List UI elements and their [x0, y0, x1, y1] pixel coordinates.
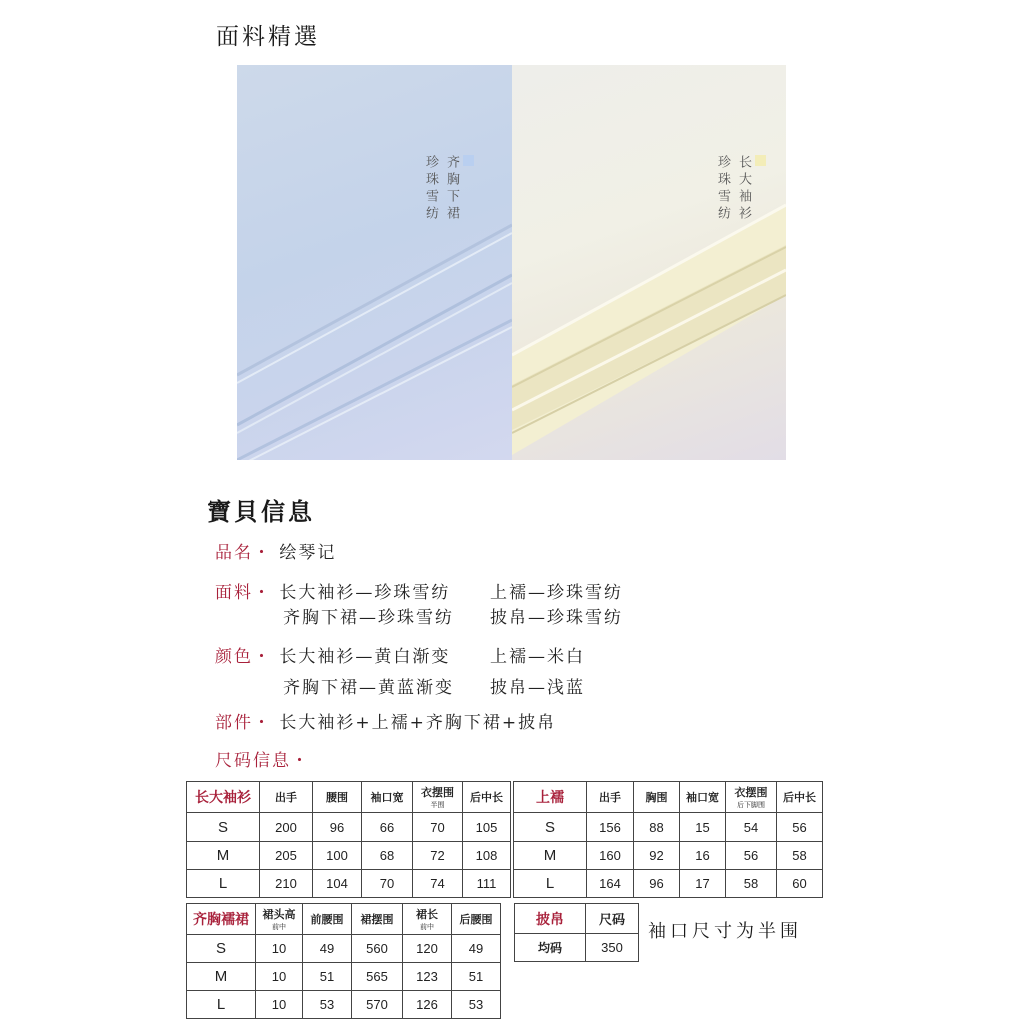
table-cell: 126 [403, 991, 452, 1019]
table-cell: 123 [403, 963, 452, 991]
table-cell: 205 [260, 842, 313, 870]
table-cell: 565 [352, 963, 403, 991]
table-header: 裙头高 前中 [256, 904, 303, 935]
table-cell: 350 [586, 934, 639, 962]
table-name: 上襦 [514, 782, 587, 813]
cream-swatch-label [713, 155, 766, 223]
table-cell: 56 [726, 842, 777, 870]
table-cell: 51 [452, 963, 501, 991]
table-header: 裙长 前中 [403, 904, 452, 935]
table-row [514, 870, 823, 898]
table-cell: M [187, 842, 260, 870]
fabric-key: 面料・ [215, 583, 272, 603]
table-header: 衣摆围 半围 [413, 782, 463, 813]
table-cell: 96 [313, 813, 362, 842]
cream-color-chip [755, 155, 766, 166]
blue-swatch-label [421, 155, 474, 223]
size-info-row [215, 746, 310, 771]
table-cell: 58 [777, 842, 823, 870]
blue-fabric-folds [237, 65, 512, 460]
table-header: 后中长 [777, 782, 823, 813]
table-cell: 105 [463, 813, 511, 842]
cream-fabric-swatch [512, 65, 786, 460]
table-cell: 74 [413, 870, 463, 898]
table-header: 袖口宽 [362, 782, 413, 813]
table-header: 出手 [587, 782, 634, 813]
cream-swatch-label-line2: 珍珠雪纺 [715, 155, 730, 223]
product-name-key: 品名・ [215, 543, 272, 563]
blue-swatch-label-line1: 齐胸下裙 [444, 155, 459, 223]
table-cell: 100 [313, 842, 362, 870]
table-cell: 164 [587, 870, 634, 898]
table-cell: 68 [362, 842, 413, 870]
size-info-key: 尺码信息・ [215, 751, 310, 771]
table-cell: 92 [634, 842, 680, 870]
table-cell: 10 [256, 991, 303, 1019]
table-name: 长大袖衫 [187, 782, 260, 813]
table-cell: 570 [352, 991, 403, 1019]
table-cell: 70 [413, 813, 463, 842]
table-cell: 17 [680, 870, 726, 898]
table-header: 后腰围 [452, 904, 501, 935]
parts-key: 部件・ [215, 713, 272, 733]
table-cell: L [187, 991, 256, 1019]
table-cell: 66 [362, 813, 413, 842]
table-cell: 560 [352, 935, 403, 963]
parts-row [215, 708, 556, 733]
table-cell: 72 [413, 842, 463, 870]
table-row [187, 963, 501, 991]
table-header: 袖口宽 [680, 782, 726, 813]
table-row [514, 842, 823, 870]
table-header: 胸围 [634, 782, 680, 813]
color-row [215, 642, 450, 667]
table-header: 后中长 [463, 782, 511, 813]
table-header: 尺码 [586, 904, 639, 934]
fabric-line2-b: 披帛—珍珠雪纺 [490, 608, 623, 628]
table-row [187, 935, 501, 963]
table-cell: 120 [403, 935, 452, 963]
cream-fabric-folds [512, 65, 786, 460]
color-line2-b: 披帛—浅蓝 [490, 678, 585, 698]
table-header: 裙摆围 [352, 904, 403, 935]
product-name-value: 绘琴记 [279, 543, 337, 563]
cuff-size-note: 袖口尺寸为半围 [648, 921, 802, 942]
table-cell: M [187, 963, 256, 991]
table-cell: L [187, 870, 260, 898]
table-cell: 49 [303, 935, 352, 963]
table-cell: 53 [303, 991, 352, 1019]
table-cell: 88 [634, 813, 680, 842]
fabric-line2-a: 齐胸下裙—珍珠雪纺 [283, 608, 454, 628]
table-cell: 60 [777, 870, 823, 898]
table-name: 披帛 [515, 904, 586, 934]
table-header: 出手 [260, 782, 313, 813]
table-cell: 16 [680, 842, 726, 870]
table-cell: 49 [452, 935, 501, 963]
table-cell: 108 [463, 842, 511, 870]
skirt-size-table [186, 903, 501, 1019]
table-cell: 104 [313, 870, 362, 898]
table-cell: 15 [680, 813, 726, 842]
table-cell: 51 [303, 963, 352, 991]
table-row [187, 870, 511, 898]
table-row [187, 813, 511, 842]
table-cell: 96 [634, 870, 680, 898]
table-cell: S [187, 935, 256, 963]
table-cell: 均码 [515, 934, 586, 962]
fabric-section-title: 面料精選 [216, 24, 320, 50]
table-cell: 10 [256, 935, 303, 963]
table-row [187, 842, 511, 870]
table-cell: 58 [726, 870, 777, 898]
table-cell: 160 [587, 842, 634, 870]
table-header: 前腰围 [303, 904, 352, 935]
table-cell: 111 [463, 870, 511, 898]
info-section-title: 寶貝信息 [207, 497, 315, 526]
table-cell: 53 [452, 991, 501, 1019]
fabric-line1-b: 上襦—珍珠雪纺 [490, 583, 623, 603]
table-cell: 54 [726, 813, 777, 842]
blue-swatch-label-line2: 珍珠雪纺 [423, 155, 438, 223]
color-key: 颜色・ [215, 647, 272, 667]
fabric-line1-a: 长大袖衫—珍珠雪纺 [279, 583, 451, 603]
cream-swatch-label-line1: 长大袖衫 [736, 155, 751, 223]
sleeve-shirt-size-table [186, 781, 511, 898]
table-header: 腰围 [313, 782, 362, 813]
table-cell: 70 [362, 870, 413, 898]
table-row [514, 813, 823, 842]
product-name-row [215, 538, 336, 563]
table-cell: S [187, 813, 260, 842]
top-size-table [513, 781, 823, 898]
fabric-row [215, 578, 450, 603]
table-cell: 56 [777, 813, 823, 842]
table-name: 齐胸襦裙 [187, 904, 256, 935]
shawl-size-table [514, 903, 639, 962]
table-cell: 156 [587, 813, 634, 842]
table-cell: 210 [260, 870, 313, 898]
color-line1-b: 上襦—米白 [490, 647, 585, 667]
table-header: 衣摆围 后下脚围 [726, 782, 777, 813]
table-cell: 200 [260, 813, 313, 842]
table-cell: 10 [256, 963, 303, 991]
table-cell: M [514, 842, 587, 870]
table-cell: S [514, 813, 587, 842]
table-cell: L [514, 870, 587, 898]
blue-color-chip [463, 155, 474, 166]
table-row [515, 934, 639, 962]
parts-value: 长大袖衫+上襦+齐胸下裙+披帛 [279, 713, 557, 733]
blue-fabric-swatch [237, 65, 512, 460]
color-line2-a: 齐胸下裙—黄蓝渐变 [283, 678, 454, 698]
table-row [187, 991, 501, 1019]
color-line1-a: 长大袖衫—黄白渐变 [279, 647, 451, 667]
